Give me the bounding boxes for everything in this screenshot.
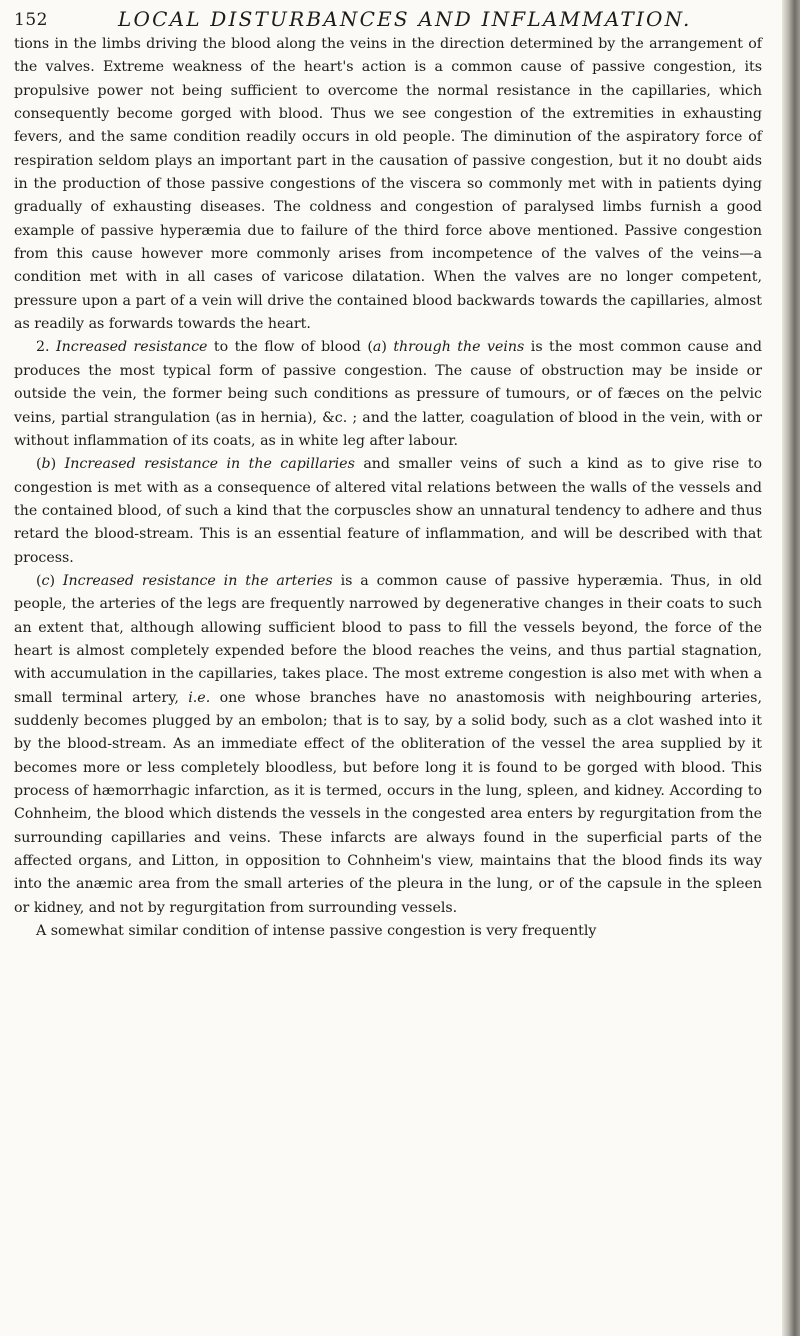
body-text [14, 33, 762, 943]
paragraph-final: A somewhat similar condition of intense passive congestion is very frequently [36, 923, 597, 940]
section-label: Increased resistance [56, 339, 208, 356]
page-header [14, 4, 714, 34]
paragraph-continuation: tions in the limbs driving the blood along the veins in the direction determined by the arrangement of the valves. Extreme weakness of the heart's action is a common cause of passive congestion, its propulsive power not being sufficient to overcome the normal resistance in the capillaries, which consequently become gorged with blood. Thus we see congestion of the extremities in exhausting fevers, and the same condition readily occurs in old people. The diminution of the aspiratory force of respiration seldom plays an important part in the causation of passive congestion, but it no doubt aids in the production of those passive congestions of the viscera so commonly met with in patients dying gradually of exhausting diseases. The coldness and congestion of paralysed limbs furnish a good example of passive hyperæmia due to failure of the third force above mentioned. Passive congestion from this cause however more commonly arises from incompetence of the valves of the veins—a condition met with in all cases of varicose dilatation. When the valves are no longer competent, pressure upon a part of a vein will drive the contained blood backwards towards the capillaries, almost as readily as forwards towards the heart. [14, 36, 762, 333]
abbreviation-ie: i.e. [188, 689, 211, 706]
section-lead: to the flow of blood ( [213, 339, 373, 356]
paragraph-text: is a common cause of passive hyperæmia. Thus, in old people, the arteries of the legs are frequently narrowed by degenerative changes in their coats to such an extent that, although allowing sufficient blood to pass to fill the vessels beyond, the force of the heart is almost completely expended before the blood reaches the veins, and thus partial stagnation, with accumulation in the capillaries, takes place. The most extreme congestion is also met with when a small terminal artery, [14, 572, 763, 706]
section-marker: c [41, 572, 50, 589]
section-marker: a [372, 339, 382, 356]
paragraph-text-continued: one whose branches have no anastomosis with neighbouring arteries, suddenly becomes plugged by an embolon; that is to say, by a solid body, such as a clot washed into it by the blood-stream. As an immediate effect of the obliteration of the vessel the area supplied by it becomes more or less completely bloodless, but before long it is found to be gorged with blood. This process of hæmorrhagic infarction, as it is termed, occurs in the lung, spleen, and kidney. According to Cohnheim, the blood which distends the vessels in the congested area enters by regurgitation from the surrounding capillaries and veins. These infarcts are always found in the superficial parts of the affected organs, and Litton, in opposition to Cohnheim's view, maintains that the blood finds its way into the anæmic area from the small arteries of the pleura in the lung, or of the capsule in the spleen or kidney, and not by regurgitation from surrounding vessels. [14, 689, 762, 916]
page-edge-shadow [782, 0, 800, 1336]
paragraph-arteries: (c) Increased resistance in the arteries is a common cause of passive hyperæmia. Thus, in old people, the arteries of the legs are frequently narrowed by degenerative changes in their coats to such an extent that, although allowing sufficient blood to pass to fill the vessels beyond, the force of the heart is almost completely expended before the blood reaches the veins, and thus partial stagnation, with accumulation in the capillaries, takes place. The most extreme congestion is also met with when a small terminal artery, i.e. one whose branches have no anastomosis with neighbouring arteries, suddenly becomes plugged by an embolon; that is to say, by a solid body, such as a clot washed into it by the blood-stream. As an immediate effect of the obliteration of the vessel the area supplied by it becomes more or less completely bloodless, but before long it is found to be gorged with blood. This process of hæmorrhagic infarction, as it is termed, occurs in the lung, spleen, and kidney. According to Cohnheim, the blood which distends the vessels in the congested area enters by regurgitation from the surrounding capillaries and veins. These infarcts are always found in the superficial parts of the affected organs, and Litton, in opposition to Cohnheim's view, maintains that the blood finds its way into the anæmic area from the small arteries of the pleura in the lung, or of the capsule in the spleen or kidney, and not by regurgitation from surrounding vessels. [14, 572, 763, 916]
section-label: Increased resistance in the arteries [62, 572, 333, 589]
section-number: 2. [36, 339, 50, 356]
paragraph-capillaries: (b) Increased resistance in the capillaries and smaller veins of such a kind as to give rise to congestion is met with as a consequence of altered vital relations between the walls of the vessels and the contained blood, of such a kind that the corpuscles show an unnatural tendency to adhere and thus retard the blood-stream. This is an essential feature of inflammation, and will be described with that process. [14, 456, 763, 566]
section-emphasis: through the veins [393, 339, 525, 356]
page-number: 152 [14, 10, 48, 30]
section-label: Increased resistance in the capillaries [64, 456, 355, 473]
paragraph-text: and smaller veins of such a kind as to give rise to congestion is met with as a consequence of altered vital relations between the walls of the vessels and the contained blood, of such a kind that the corpuscles show an unnatural tendency to adhere and thus retard the blood-stream. This is an essential feature of inflammation, and will be described with that process. [14, 456, 763, 566]
marker-close: ) [381, 339, 394, 356]
section-marker: b [41, 456, 51, 473]
running-title: LOCAL DISTURBANCES AND INFLAMMATION. [118, 7, 692, 31]
paragraph-text: is the most common cause and produces the most typical form of passive congestion. The cause of obstruction may be inside or outside the vein, the former being such conditions as pressure of tumours, or of fæces on the pelvic veins, partial strangulation (as in hernia), &c. ; and the latter, coagulation of blood in the vein, with or without inflammation of its coats, as in white leg after labour. [14, 339, 763, 449]
paragraph-veins [14, 336, 762, 453]
